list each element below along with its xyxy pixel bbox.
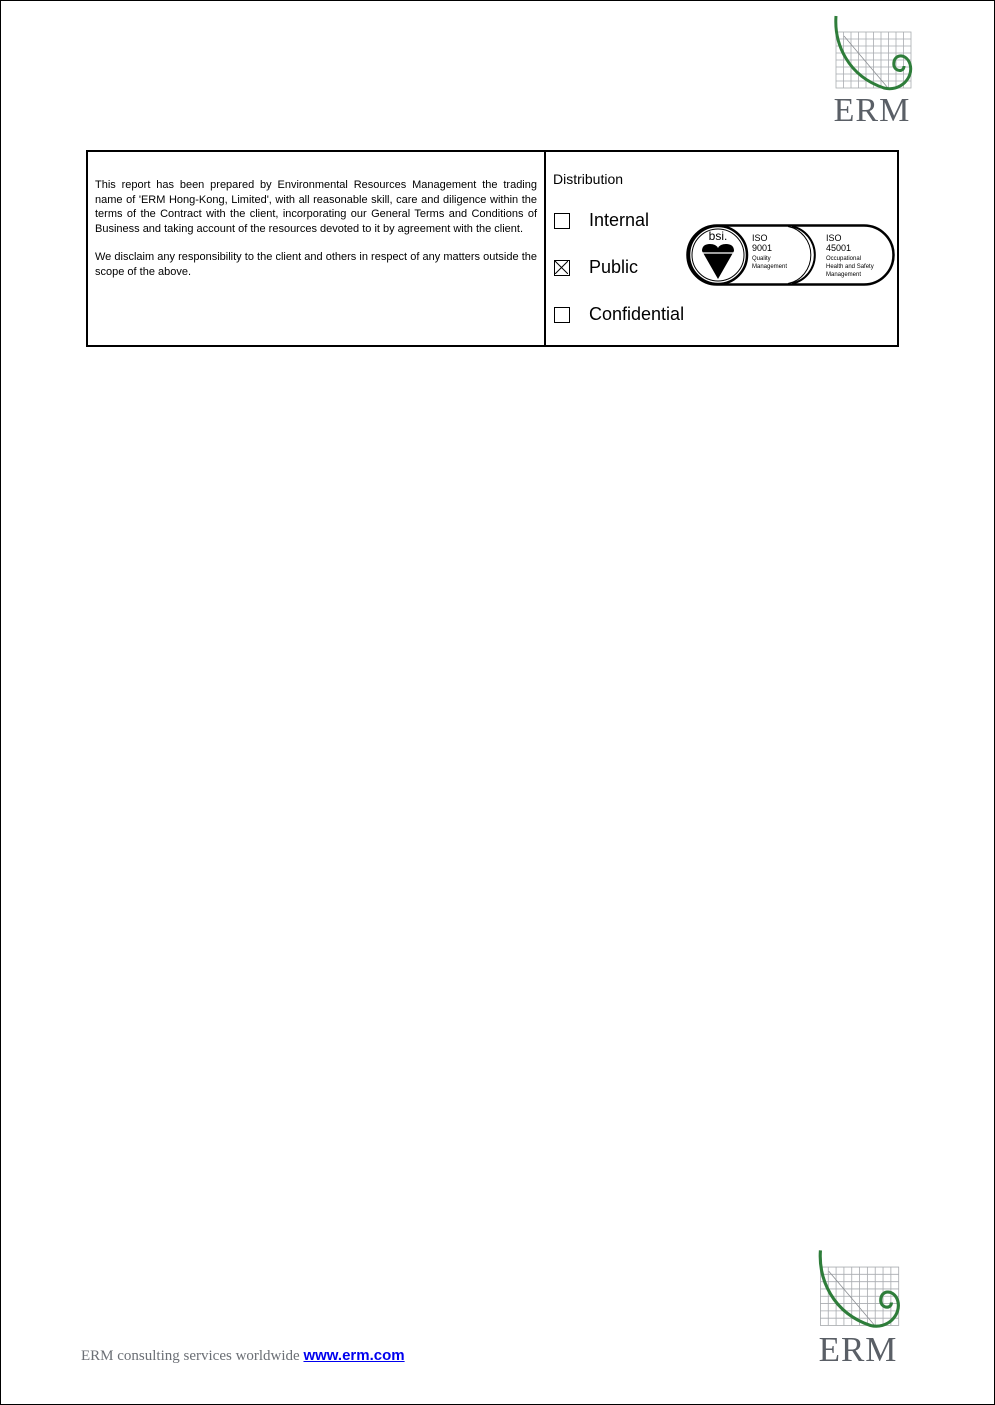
erm-grid-swirl-icon: [826, 14, 918, 94]
erm-logo-text: ERM: [833, 92, 911, 129]
erm-logo-text: ERM: [818, 1330, 898, 1369]
report-info-box: [86, 150, 899, 347]
disclaimer-paragraph-2: We disclaim any responsibility to the client and others in respect of any matters outside the scope of the above.: [95, 251, 537, 278]
erm-logo-bottom: [810, 1248, 906, 1368]
public-label: Public: [589, 257, 639, 277]
iso-45001-line3: Management: [826, 272, 862, 278]
footer: [81, 1347, 405, 1365]
erm-logo-top: [826, 14, 918, 129]
erm-grid-swirl-icon: [810, 1248, 906, 1332]
iso-45001-number: 45001: [826, 243, 852, 253]
footer-text: ERM consulting services worldwide: [81, 1348, 304, 1364]
iso-45001-line2: Health and Safety: [826, 264, 874, 270]
distribution-title: Distribution: [553, 171, 624, 187]
bsi-certification-badge: [686, 224, 896, 288]
iso-9001-line2: Management: [752, 264, 788, 270]
disclaimer-paragraph-1: This report has been prepared by Environmental Resources Management the trading name of 'ERM Hong-Kong, Limited', with all reasonable skill, care and diligence within the terms of the Contract with the client, incorporating our General Terms and Conditions of Business and taking account of the resources devoted to it by agreement with the client.: [95, 179, 537, 235]
footer-website-link[interactable]: www.erm.com: [303, 1347, 405, 1364]
iso-9001-code: ISO: [752, 233, 768, 243]
iso-9001-line1: Quality: [752, 256, 771, 262]
internal-checkbox[interactable]: [554, 213, 570, 229]
checkbox-cross-icon: [555, 261, 568, 274]
iso-45001-line1: Occupational: [826, 256, 862, 262]
distribution-panel: [546, 152, 897, 345]
internal-label: Internal: [589, 210, 650, 230]
confidential-checkbox[interactable]: [554, 307, 570, 323]
iso-45001-code: ISO: [826, 233, 842, 243]
bsi-brand: bsi.: [708, 229, 728, 243]
confidential-label: Confidential: [589, 304, 685, 324]
disclaimer-panel: [88, 152, 546, 345]
public-checkbox[interactable]: [554, 260, 570, 276]
iso-9001-number: 9001: [752, 243, 773, 253]
